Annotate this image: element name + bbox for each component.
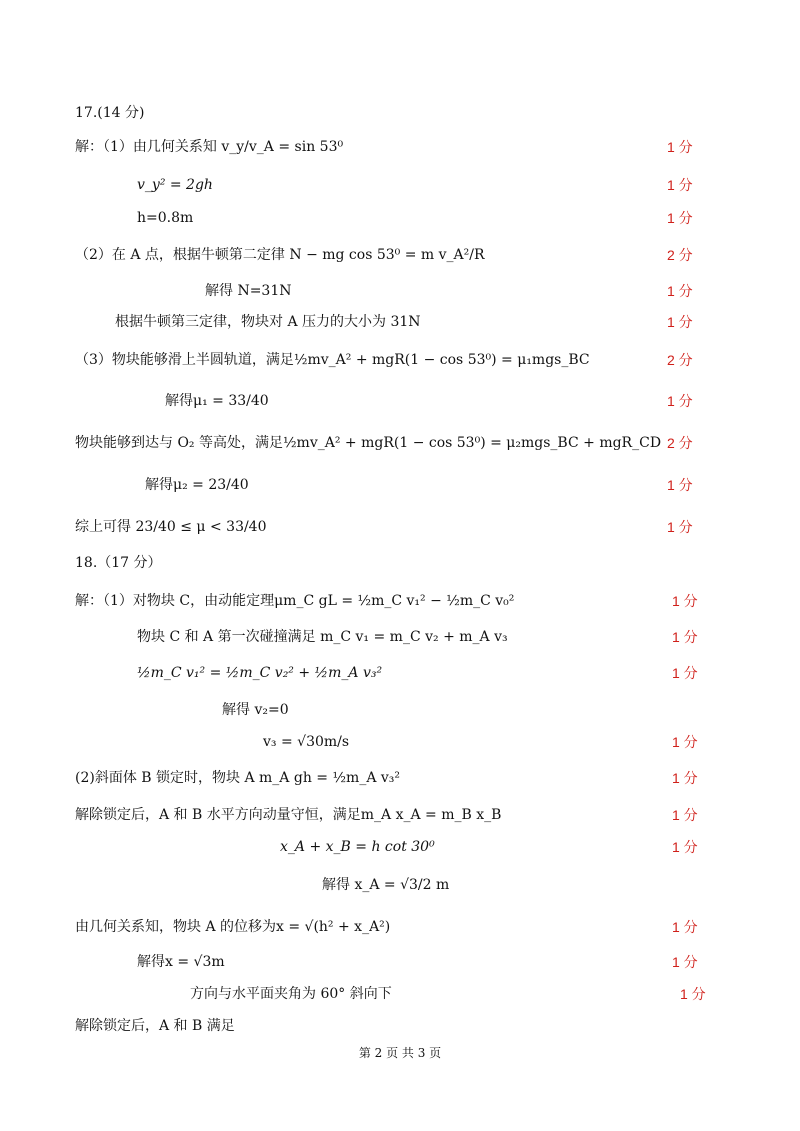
s17-line-3 [0,203,800,233]
s17-line-3-text: h=0.8m [137,210,194,226]
s18-line-4-text: 解得 v₂=0 [222,702,289,718]
s17-line-4 [0,240,800,270]
s18-line-5-text: v₃ = √30m/s [263,734,350,750]
s18-line-12-text: 方向与水平面夹角为 60° 斜向下 [190,986,392,1002]
section-17-heading: 17.(14 分) [75,105,145,121]
s18-line-12-score: 1 分 [680,986,706,1002]
s17-line-11-text: 综上可得 23/40 ≤ μ < 33/40 [75,519,267,535]
s17-line-5-text: 解得 N=31N [205,283,292,299]
s18-line-7 [0,800,800,830]
s18-line-11 [0,947,800,977]
s18-line-2-text: 物块 C 和 A 第一次碰撞满足 m_C v₁ = m_C v₂ + m_A v₃ [137,629,508,645]
s17-line-2-text: v_y² = 2gh [137,177,213,193]
s18-line-2 [0,622,800,652]
s18-line-8 [0,832,800,862]
s17-line-7-score: 2 分 [667,352,693,368]
s17-line-6 [0,307,800,337]
s17-line-7-text: （3）物块能够滑上半圆轨道，满足½mv_A² + mgR(1 − cos 53⁰) = μ₁mgs_BC [75,352,590,368]
s18-line-8-text: x_A + x_B = h cot 30⁰ [280,839,435,855]
s17-line-10 [0,470,800,500]
s17-line-6-score: 1 分 [667,314,693,330]
s17-line-9 [0,428,800,458]
section-18-heading: 18.（17 分） [75,555,162,571]
s17-line-4-text: （2）在 A 点，根据牛顿第二定律 N − mg cos 53⁰ = m v_A²/R [75,247,485,263]
s18-line-11-score: 1 分 [672,954,698,970]
s17-line-8-score: 1 分 [667,393,693,409]
s17-line-10-text: 解得μ₂ = 23/40 [145,477,249,493]
s18-line-1-score: 1 分 [672,593,698,609]
s18-line-10 [0,912,800,942]
s17-line-4-score: 2 分 [667,247,693,263]
s18-line-9-text: 解得 x_A = √3/2 m [322,877,450,893]
s17-line-8 [0,386,800,416]
s18-line-10-text: 由几何关系知，物块 A 的位移为x = √(h² + x_A²) [75,919,391,935]
s17-line-1-score: 1 分 [667,139,693,155]
s17-line-9-text: 物块能够到达与 O₂ 等高处，满足½mv_A² + mgR(1 − cos 53⁰) = μ₂mgs_BC + mgR_CD [75,435,662,451]
s17-line-11 [0,512,800,542]
s18-line-7-score: 1 分 [672,807,698,823]
s17-line-9-score: 2 分 [667,435,693,451]
s17-line-2 [0,170,800,200]
s18-line-3-text: ½m_C v₁² = ½m_C v₂² + ½m_A v₃² [137,665,383,681]
s17-line-1 [0,132,800,162]
s18-line-3 [0,658,800,688]
s18-line-1-text: 解：（1）对物块 C，由动能定理μm_C gL = ½m_C v₁² − ½m_C v₀² [75,593,515,609]
s17-line-5 [0,276,800,306]
s17-line-7 [0,345,800,375]
s17-line-3-score: 1 分 [667,210,693,226]
s17-line-8-text: 解得μ₁ = 33/40 [165,393,269,409]
s18-line-3-score: 1 分 [672,665,698,681]
s18-line-1 [0,586,800,616]
s18-line-4 [0,695,800,725]
s17-line-6-text: 根据牛顿第三定律，物块对 A 压力的大小为 31N [115,314,421,330]
s18-line-5-score: 1 分 [672,734,698,750]
s18-line-8-score: 1 分 [672,839,698,855]
s18-line-5 [0,727,800,757]
s18-line-7-text: 解除锁定后，A 和 B 水平方向动量守恒，满足m_A x_A = m_B x_B [75,807,502,823]
s17-line-2-score: 1 分 [667,177,693,193]
s17-line-5-score: 1 分 [667,283,693,299]
s18-line-13-text: 解除锁定后，A 和 B 满足 [75,1018,235,1034]
s18-line-10-score: 1 分 [672,919,698,935]
s18-line-6 [0,763,800,793]
s18-line-11-text: 解得x = √3m [137,954,225,970]
s17-line-11-score: 1 分 [667,519,693,535]
page-footer: 第 2 页 共 3 页 [358,1046,442,1060]
s18-line-6-score: 1 分 [672,770,698,786]
s18-line-2-score: 1 分 [672,629,698,645]
s17-line-10-score: 1 分 [667,477,693,493]
s18-line-6-text: (2)斜面体 B 锁定时，物块 A m_A gh = ½m_A v₃² [75,770,401,786]
s18-line-13 [0,1011,800,1041]
s18-line-9 [0,870,800,900]
s17-line-1-text: 解：（1）由几何关系知 v_y/v_A = sin 53⁰ [75,139,344,155]
s18-line-12 [0,979,800,1009]
